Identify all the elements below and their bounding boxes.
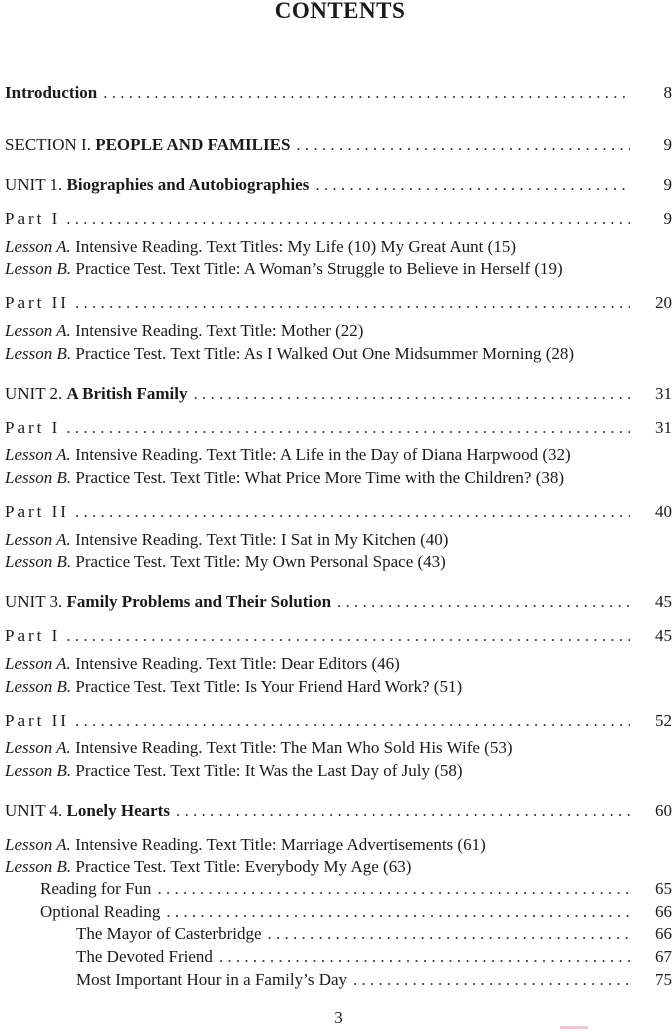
toc-entry-unit-4[interactable] <box>5 800 672 822</box>
page-number: 52 <box>655 711 672 730</box>
dot-leader <box>193 383 630 405</box>
toc-lesson-u4-b[interactable] <box>5 856 672 878</box>
dot-leader <box>66 625 630 647</box>
entry-label: Reading for Fun <box>40 879 152 898</box>
entry-label: Part I <box>5 626 61 645</box>
toc-lesson-u2p2-b[interactable] <box>5 551 672 573</box>
dot-leader <box>157 878 630 900</box>
dot-leader <box>75 501 630 523</box>
toc-entry-most-important-hour[interactable] <box>76 969 672 991</box>
toc-lesson-u1p2-b[interactable] <box>5 343 672 365</box>
toc-entry-unit-2[interactable] <box>5 383 672 405</box>
toc-lesson-u4-a[interactable] <box>5 834 672 856</box>
unit-prefix: UNIT 3. <box>5 592 63 611</box>
dot-leader <box>268 923 630 945</box>
page-number: 40 <box>655 502 672 521</box>
lesson-text: Intensive Reading. Text Title: I Sat in My Kitchen (40) <box>75 530 449 549</box>
toc-entry-unit-3[interactable] <box>5 591 672 613</box>
lesson-label: Lesson B. <box>5 677 72 696</box>
toc-entry-unit-3-part-2[interactable] <box>5 710 672 732</box>
lesson-label: Lesson B. <box>5 344 72 363</box>
lesson-text: Practice Test. Text Title: A Woman’s Struggle to Believe in Herself (19) <box>75 259 563 278</box>
entry-label: Most Important Hour in a Family’s Day <box>76 970 348 989</box>
entry-label <box>5 383 187 405</box>
unit-title: Biographies and Autobiographies <box>66 175 310 194</box>
entry-label <box>5 800 170 822</box>
lesson-text: Intensive Reading. Text Title: Mother (22) <box>75 321 364 340</box>
lesson-label: Lesson B. <box>5 761 72 780</box>
unit-title: A British Family <box>66 384 188 403</box>
toc-lesson-u2p1-b[interactable] <box>5 467 672 489</box>
lesson-text: Intensive Reading. Text Title: Marriage Advertisements (61) <box>75 835 486 854</box>
unit-title: Family Problems and Their Solution <box>66 592 332 611</box>
toc-entry-reading-for-fun[interactable] <box>40 878 672 900</box>
lesson-label: Lesson A. <box>5 738 71 757</box>
pink-mark <box>560 1026 588 1029</box>
lesson-label: Lesson B. <box>5 259 72 278</box>
dot-leader <box>315 174 630 196</box>
page-number: 8 <box>663 83 672 102</box>
page-number: 66 <box>655 924 672 943</box>
section-prefix: SECTION I. <box>5 135 91 154</box>
entry-label <box>5 174 309 196</box>
entry-label: Optional Reading <box>40 902 161 921</box>
toc-entry-optional-reading[interactable] <box>40 901 672 923</box>
entry-label: Part II <box>5 502 69 521</box>
entry-label: Part II <box>5 711 69 730</box>
entry-label: The Mayor of Casterbridge <box>76 924 262 943</box>
page-number: 20 <box>655 293 672 312</box>
toc-entry-introduction[interactable] <box>5 82 672 104</box>
dot-leader <box>166 901 630 923</box>
unit-prefix: UNIT 4. <box>5 801 63 820</box>
toc-entry-unit-3-part-1[interactable] <box>5 625 672 647</box>
toc-lesson-u1p1-b[interactable] <box>5 258 672 280</box>
lesson-label: Lesson B. <box>5 552 72 571</box>
page-number: 31 <box>655 418 672 437</box>
page-number: 9 <box>663 209 672 228</box>
dot-leader <box>66 417 630 439</box>
page-number: 9 <box>663 135 672 154</box>
lesson-label: Lesson A. <box>5 237 71 256</box>
entry-label: The Devoted Friend <box>76 947 213 966</box>
unit-prefix: UNIT 1. <box>5 175 63 194</box>
lesson-text: Practice Test. Text Title: My Own Personal Space (43) <box>75 552 446 571</box>
lesson-text: Practice Test. Text Title: As I Walked Out One Midsummer Morning (28) <box>75 344 575 363</box>
lesson-text: Intensive Reading. Text Title: The Man Who Sold His Wife (53) <box>75 738 513 757</box>
lesson-label: Lesson A. <box>5 530 71 549</box>
toc-entry-unit-1-part-1[interactable] <box>5 208 672 230</box>
lesson-text: Intensive Reading. Text Title: A Life in the Day of Diana Harpwood (32) <box>75 445 571 464</box>
lesson-text: Practice Test. Text Title: Is Your Friend Hard Work? (51) <box>75 677 463 696</box>
dot-leader <box>353 969 630 991</box>
page-number: 67 <box>655 947 672 966</box>
lesson-label: Lesson A. <box>5 654 71 673</box>
lesson-text: Intensive Reading. Text Title: Dear Editors (46) <box>75 654 400 673</box>
lesson-label: Lesson B. <box>5 857 72 876</box>
lesson-label: Lesson A. <box>5 321 71 340</box>
page-title: CONTENTS <box>274 0 406 23</box>
dot-leader <box>103 82 630 104</box>
unit-prefix: UNIT 2. <box>5 384 63 403</box>
toc-lesson-u1p2-a[interactable] <box>5 320 672 342</box>
toc-entry-unit-1[interactable] <box>5 174 672 196</box>
lesson-text: Practice Test. Text Title: What Price More Time with the Children? (38) <box>75 468 565 487</box>
entry-label <box>5 591 331 613</box>
toc-entry-mayor-of-casterbridge[interactable] <box>76 923 672 945</box>
entry-label: Part II <box>5 293 69 312</box>
page-number: 66 <box>655 902 672 921</box>
entry-label: Part I <box>5 418 61 437</box>
toc-lesson-u3p2-b[interactable] <box>5 760 672 782</box>
toc-entry-section-1[interactable] <box>5 134 672 156</box>
dot-leader <box>219 946 630 968</box>
dot-leader <box>66 208 630 230</box>
toc-entry-unit-2-part-1[interactable] <box>5 417 672 439</box>
entry-label: Part I <box>5 209 61 228</box>
lesson-label: Lesson A. <box>5 445 71 464</box>
toc-entry-unit-2-part-2[interactable] <box>5 501 672 523</box>
toc-lesson-u2p1-a[interactable] <box>5 444 672 466</box>
entry-label: Introduction <box>5 83 98 102</box>
lesson-text: Practice Test. Text Title: Everybody My Age (63) <box>75 857 412 876</box>
lesson-label: Lesson B. <box>5 468 72 487</box>
section-title: PEOPLE AND FAMILIES <box>95 135 291 154</box>
page-number: 65 <box>655 879 672 898</box>
dot-leader <box>176 800 630 822</box>
page-number: 60 <box>655 801 672 820</box>
dot-leader <box>337 591 630 613</box>
page-number: 45 <box>655 626 672 645</box>
dot-leader <box>296 134 630 156</box>
page-number: 9 <box>663 175 672 194</box>
lesson-label: Lesson A. <box>5 835 71 854</box>
page-number: 75 <box>655 970 672 989</box>
toc-lesson-u3p1-a[interactable] <box>5 653 672 675</box>
unit-title: Lonely Hearts <box>66 801 170 820</box>
toc-lesson-u1p1-a[interactable] <box>5 236 672 258</box>
lesson-text: Practice Test. Text Title: It Was the Last Day of July (58) <box>75 761 463 780</box>
page-number: 31 <box>655 384 672 403</box>
lesson-text: Intensive Reading. Text Titles: My Life (10) My Great Aunt (15) <box>75 237 516 256</box>
dot-leader <box>75 710 630 732</box>
toc-lesson-u3p1-b[interactable] <box>5 676 672 698</box>
dot-leader <box>75 292 630 314</box>
toc-entry-devoted-friend[interactable] <box>76 946 672 968</box>
toc-entry-unit-1-part-2[interactable] <box>5 292 672 314</box>
toc-lesson-u2p2-a[interactable] <box>5 529 672 551</box>
page-number: 45 <box>655 592 672 611</box>
page-folio: 3 <box>334 1008 343 1027</box>
entry-label <box>5 134 290 156</box>
toc-lesson-u3p2-a[interactable] <box>5 737 672 759</box>
